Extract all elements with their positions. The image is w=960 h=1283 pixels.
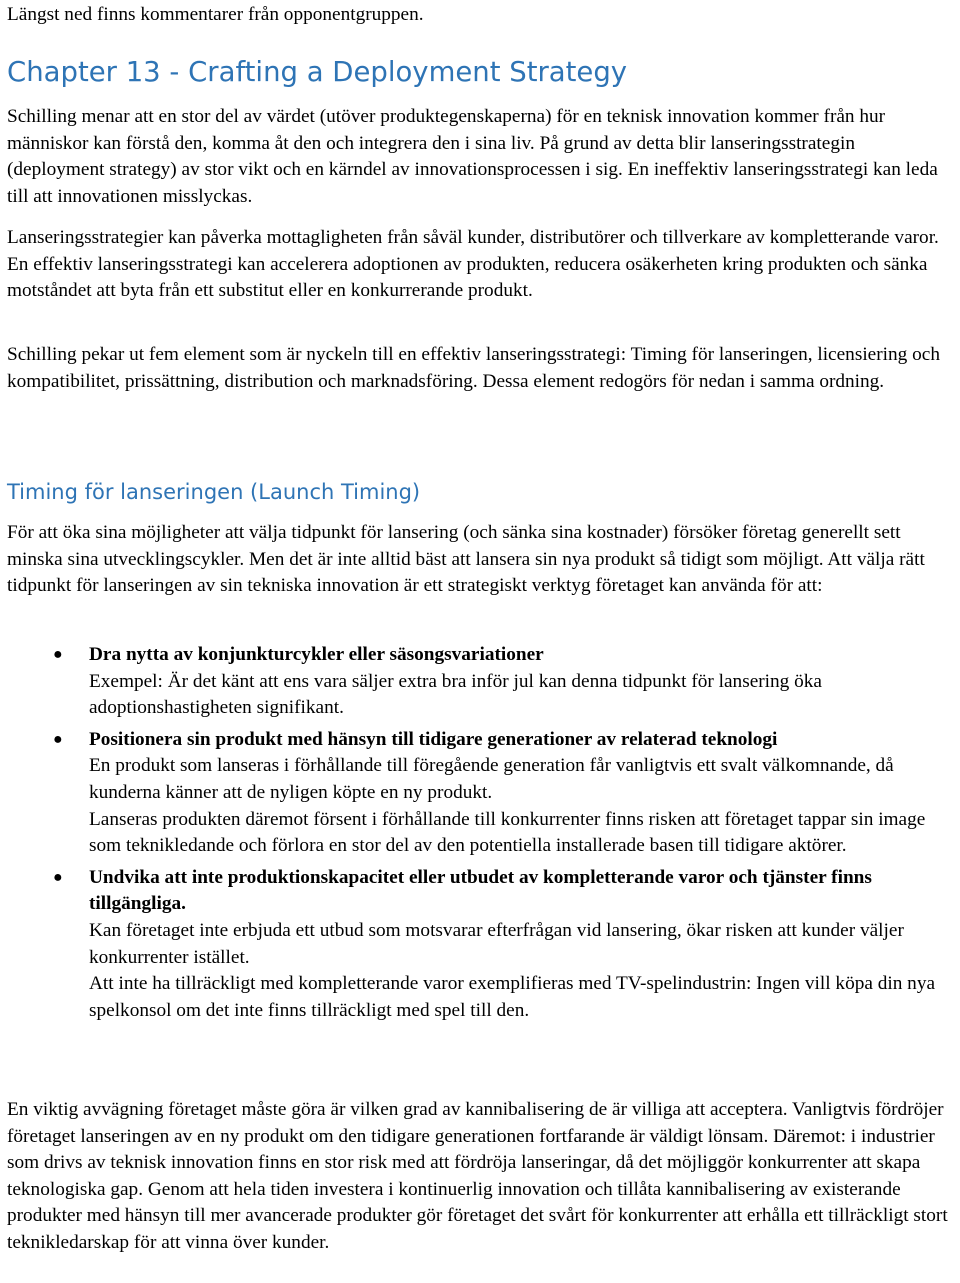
- bullet-dot-icon: ●: [53, 868, 63, 886]
- paragraph-deployment-value: Schilling menar att en stor del av värdet (utöver produktegenskaperna) för en teknisk innovation kommer från hur människor kan förstå den, komma åt den och integrera den i sina liv. På grund av detta blir lanseringsstrategin (deployment strategy) av stor vikt och en kärndel av innovationsprocessen i sig. En ineffektiv lanseringsstrategi kan leda till att innovationen misslyckas.: [7, 106, 938, 207]
- intro-text: Längst ned finns kommentarer från opponentgruppen.: [7, 4, 424, 25]
- bullet-body: Exempel: Är det känt att ens vara säljer extra bra inför jul kan denna tidpunkt för lansering öka adoptionshastigheten signifikant.: [89, 670, 822, 719]
- section-title-launch-timing: Timing för lanseringen (Launch Timing): [7, 480, 421, 504]
- paragraph-strategy-impact: Lanseringsstrategier kan påverka mottagligheten från såväl kunder, distributörer och tillverkare av kompletterande varor. En effektiv lanseringsstrategi kan accelerera adoptionen av produkten, reducera osäkerheten kring produkten och sänka motståndet att byta från ett substitut eller en konkurrerande produkt.: [7, 227, 939, 302]
- paragraph-cannibalization: En viktig avvägning företaget måste göra är vilken grad av kannibalisering de är villiga att acceptera. Vanligtvis fördröjer företaget lanseringen av en ny produkt om den tidigare generationen fortfarande är väldigt lönsam. Däremot: i industrier som drivs av teknisk innovation finns en stor risk med att fördröja lanseringar, då det möjliggör konkurrenter att skapa teknologiska gap. Genom att hela tiden investera i kontinuerlig innovation och tillåta kannibalisering av existerande produkter med hänsyn till mer avancerade produkter gör företaget det svårt för konkurrenter att erhålla ett tillräckligt stort teknikledarskap för att vinna över kunder.: [7, 1099, 948, 1253]
- bullet-heading: Dra nytta av konjunkturcykler eller säsongsvariationer: [89, 644, 544, 665]
- list-item: [7, 865, 957, 1025]
- bullet-body-continued: Lanseras produkten däremot försent i förhållande till konkurrenter finns risken att företaget tappar sin image som teknikledande och förlora en stor del av den potentiella installerade basen till tidigare aktörer.: [89, 808, 926, 857]
- bullet-dot-icon: ●: [53, 730, 63, 748]
- bullet-heading: Positionera sin produkt med hänsyn till tidigare generationer av relaterad teknologi: [89, 728, 778, 750]
- list-item: [7, 727, 957, 860]
- timing-bullet-list: [7, 642, 957, 1029]
- bullet-body: En produkt som lanseras i förhållande till föregående generation får vanligtvis ett svalt välkomnande, då kunderna känner att de nyligen köpte en ny produkt.: [89, 755, 894, 803]
- bullet-heading: Undvika att inte produktionskapacitet eller utbudet av kompletterande varor och tjänster finns tillgängliga.: [89, 866, 872, 915]
- bullet-body-continued: Att inte ha tillräckligt med kompletterande varor exemplifieras med TV-spelindustrin: Ingen vill köpa din nya spelkonsol om det inte finns tillräckligt med spel till den.: [89, 973, 936, 1021]
- paragraph-timing-intro: För att öka sina möjligheter att välja tidpunkt för lansering (och sänka sina kostnader) försöker företag generellt sett minska sina utvecklingscykler. Men det är inte alltid bäst att lansera sin nya produkt så tidigt som möjligt. Att välja rätt tidpunkt för lanseringen av sin tekniska innovation är ett strategiskt verktyg företaget kan använda för att:: [7, 522, 925, 597]
- paragraph-five-elements: Schilling pekar ut fem element som är nyckeln till en effektiv lanseringsstrategi: Timing för lanseringen, licensiering och kompatibilitet, prissättning, distribution och marknadsföring. Dessa element redogörs för nedan i samma ordning.: [7, 344, 940, 392]
- bullet-body: Kan företaget inte erbjuda ett utbud som motsvarar efterfrågan vid lansering, ökar risken att kunder väljer konkurrenter istället.: [89, 919, 904, 968]
- chapter-title: Chapter 13 - Crafting a Deployment Strategy: [7, 56, 628, 88]
- bullet-dot-icon: ●: [53, 646, 63, 663]
- list-item: [7, 642, 957, 722]
